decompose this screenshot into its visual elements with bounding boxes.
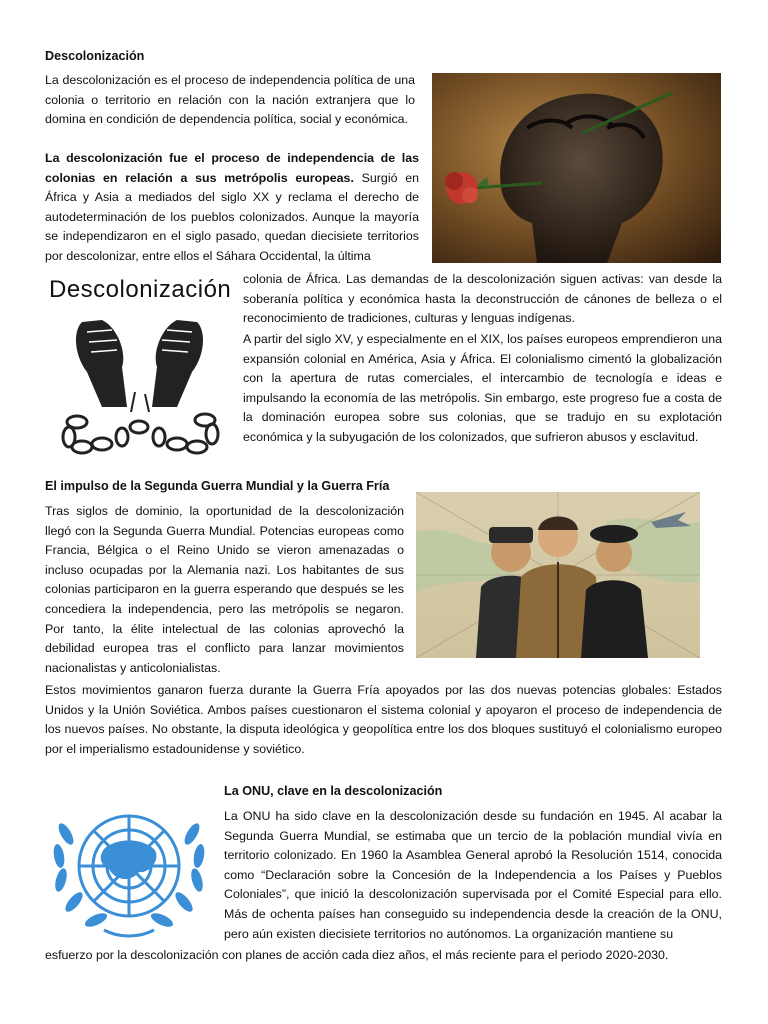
un-emblem-icon	[44, 794, 214, 942]
fist-rose-image	[432, 73, 721, 263]
paragraph-wwii: Tras siglos de dominio, la oportunidad de la descolonización llegó con la Segunda Guerra Mundial. Potencias europeas como Francia, Bélgica o el Reino Unido se vieron amenazadas o incluso ocupadas por la Alemania nazi. Los habitantes de sus colonias participaron en la guerra esperando que después se les concediera la independencia, pero las metrópolis se negaron. Por tanto, la élite intelectual de las colonias aprovechó la debilidad europea tras el conflicto para lanzar movimientos nacionalistas y anticolonialistas.	[45, 504, 404, 675]
paragraph-process-rest: Surgió en África y Asia a mediados del siglo XX y reclama el derecho de autodeterminación de los pueblos colonizados. Aunque la mayoría se independizaron en el siglo pasado, quedan diecisiete territorios por descolonizar, entre ellos el Sáhara Occidental, la última	[45, 170, 419, 263]
heading-wwii-coldwar: El impulso de la Segunda Guerra Mundial y la Guerra Fría	[45, 479, 390, 493]
paragraph-definition: La descolonización es el proceso de independencia política de una colonia o territorio en relación con la nación extranjera que lo domina en condición de dependencia política, social y económica.	[45, 73, 415, 127]
paragraph-onu: La ONU ha sido clave en la descolonización desde su fundación en 1945. Al acabar la Segunda Guerra Mundial, se estimaba que un tercio de la población mundial vivía en territorio colonizado. En 1960 la Asamblea General aprobó la Resolución 1514, conocida como “Declaración sobre la Concesión de la Independencia a los Países y Pueblos Coloniales”, que inició la descolonización supervisada por el Comité Especial para ello. Más de ochenta países han conseguido su independencia desde la creación de la ONU, pero aún existen diecisiete territorios no autónomos. La organización mantiene su	[224, 809, 722, 941]
paragraph-colonial-expansion: A partir del siglo XV, y especialmente en el XIX, los países europeos emprendieron una expansión colonial en América, Asia y África. El colonialismo cimentó la globalización con la apertura de rutas comerciales, el intercambio de tecnología e ideas e impulsando la economía de las metrópolis. Sin embargo, este progreso fue a costa de la dominación europea sobre sus colonias, que se tradujo en su explotación económica y la subyugación de los colonizados, que sufrieron abusos y esclavitud.	[243, 332, 722, 444]
wwii-leaders-image	[416, 492, 700, 658]
heading-descolonizacion: Descolonización	[45, 49, 145, 63]
chains-image-title: Descolonización	[49, 276, 232, 303]
paragraph-coldwar: Estos movimientos ganaron fuerza durante la Guerra Fría apoyados por las dos nuevas potencias globales: Estados Unidos y la Unión Soviética. Ambos países cuestionaron el sistema colonial y apoyaron el proceso de independencia de los nuevos países. No obstante, la disputa ideológica y geopolítica entre los dos bloques sustituyó el colonialismo europeo por el imperialismo estadounidense y soviético.	[45, 683, 722, 756]
chains-image	[47, 274, 233, 456]
paragraph-onu-end: esfuerzo por la descolonización con planes de acción cada diez años, el más reciente para el periodo 2020-2030.	[45, 948, 669, 962]
paragraph-process	[45, 149, 419, 267]
paragraph-demands: colonia de África. Las demandas de la descolonización siguen activas: van desde la soberanía política y económica hasta la deconstrucción de cánones de belleza o el reconocimiento de tradiciones, culturas y lenguas indígenas.	[243, 272, 722, 326]
heading-onu: La ONU, clave en la descolonización	[224, 784, 443, 798]
paragraph-process-bold: La descolonización fue el proceso de independencia de las colonias en relación a sus metrópolis europeas.	[45, 151, 419, 185]
